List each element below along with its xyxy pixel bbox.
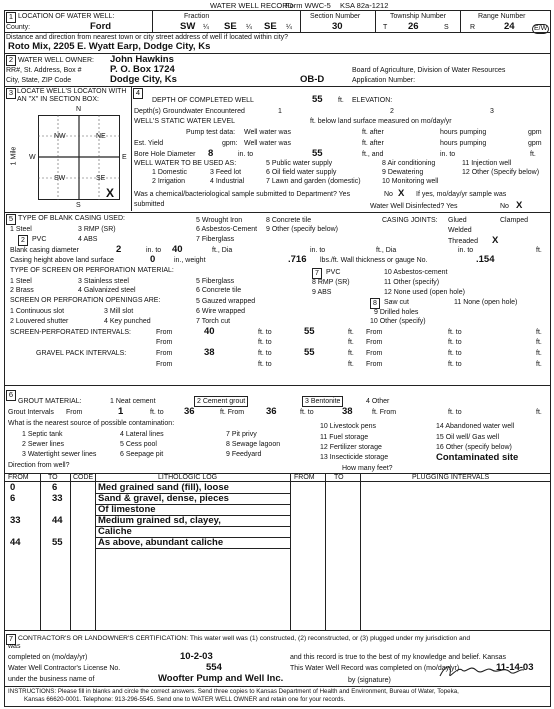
pump-test-label: Pump test data: [186, 129, 236, 136]
contam-item: 5 Cess pool [120, 441, 157, 448]
bore-in-to: in. to [238, 151, 254, 158]
contam-item: 9 Feedyard [226, 451, 262, 458]
depth-value: 55 [312, 94, 323, 105]
casing-item: 1 Steel [10, 226, 32, 233]
blank-in-to-3: in. to [458, 247, 474, 254]
grout-ft-to-1: ft. to [150, 409, 164, 416]
use-item: 1 Domestic [152, 169, 188, 176]
spi-from-3: From [156, 339, 173, 346]
spi-ft-to-1: ft. to [258, 329, 272, 336]
contam-item: 14 Abandoned water well [436, 423, 515, 430]
disinfected-no-mark: X [516, 200, 523, 211]
address-label: RR#, St. Address, Box # [6, 67, 82, 74]
business-label: under the business name of [8, 676, 95, 683]
grout-label: GROUT MATERIAL: [18, 398, 82, 405]
bore-label: Bore Hole Diameter [134, 151, 196, 158]
gp-ft-2: ft. [536, 350, 542, 357]
opening-item: 9 Drilled holes [374, 309, 419, 316]
owner-label: WATER WELL OWNER: [18, 57, 94, 64]
log-header: PLUGGING INTERVALS [412, 474, 490, 481]
casing-item: 8 Concrete tile [266, 217, 312, 224]
log-header: FROM [294, 474, 315, 481]
joint-clamped: Clamped [500, 217, 529, 224]
contam-item: 6 Seepage pit [120, 451, 164, 458]
instructions-2: Kansas 66620-0001. Telephone: 913-296-5545. Send one to WATER WELL OWNER and retain one for your records. [24, 696, 346, 703]
locate-label-1: LOCATE WELL'S LOCATON WITH [17, 88, 127, 95]
use-item: 2 Irrigation [152, 178, 186, 185]
ft-after-1: ft. after [362, 129, 384, 136]
contam-item: 13 Insecticide storage [320, 454, 389, 461]
owner-value: John Hawkins [110, 54, 174, 65]
blank-ft-3: ft. [536, 247, 542, 254]
screen-item: 5 Fiberglass [196, 278, 235, 285]
section-value: 30 [332, 21, 343, 32]
casing-item: 4 ABS [78, 236, 98, 243]
groundwater-label: Depth(s) Groundwater Encountered [134, 108, 245, 115]
groundwater-3: 3 [490, 108, 494, 115]
casing-pvc-circled: 2 [18, 235, 28, 246]
log-desc: Med grained sand (fill), loose [98, 482, 229, 493]
bore-to-value: 55 [312, 148, 323, 159]
gp-from-4: From [366, 361, 383, 368]
form-number: Form WWC-5 [285, 1, 331, 10]
record-date: 11-14-03 [496, 662, 534, 673]
spi-ft-3: ft. [348, 339, 354, 346]
spi-from-1: From [156, 329, 173, 336]
completed-date: 10-2-03 [180, 651, 213, 662]
distance-label: Distance and direction from nearest town or city street address of well if located within city? [6, 34, 289, 41]
blank-in-to-2: in. to [310, 247, 326, 254]
signature-label: by (signature) [348, 677, 391, 684]
chem-label: Was a chemical/bacteriological sample submitted to Department? Yes [134, 191, 351, 198]
contam-item: 11 Fuel storage [320, 434, 369, 441]
log-from: 44 [10, 537, 21, 548]
contam-item: 7 Pit privy [226, 431, 257, 438]
opening-item: 3 Mill slot [104, 308, 134, 315]
log-from: 33 [10, 515, 21, 526]
opening-item: 10 Other (specify) [370, 318, 426, 325]
cert-text: CONTRACTOR'S OR LANDOWNER'S CERTIFICATION: This water well was (1) constructed, (2) reconstructed, or (3) plugged under my jurisdiction and [18, 635, 471, 642]
township-value: 26 [408, 21, 419, 32]
opening-item: 5 Gauzed wrapped [196, 298, 256, 305]
joint-glued: Glued [448, 217, 467, 224]
grout-from-1: 1 [118, 406, 124, 417]
range-label: Range Number [478, 13, 526, 20]
joint-welded: Welded [448, 227, 472, 234]
grout-ft-end: ft. [536, 409, 542, 416]
county-label: County: [6, 24, 31, 31]
grout-ft-from: ft. From [220, 409, 245, 416]
joints-label: CASING JOINTS: [382, 217, 438, 224]
use-item: 8 Air conditioning [382, 160, 436, 167]
spi-from-4: From [366, 339, 383, 346]
contam-item: 1 Septic tank [22, 431, 63, 438]
office-code: OB-D [300, 74, 325, 85]
log-from: 6 [10, 493, 16, 504]
submitted-label: submitted [134, 201, 165, 208]
disinfected-label: Water Well Disinfected? Yes [370, 203, 458, 210]
fraction-1: SW [180, 21, 196, 32]
grout-bentonite-circled: 3 Bentonite [302, 396, 343, 407]
casing-item: 9 Other (specify below) [266, 226, 338, 233]
gp-to-value: 55 [304, 347, 315, 358]
disinfected-no-label: No [500, 203, 509, 210]
use-item: 3 Feed lot [210, 169, 242, 176]
log-desc: As above, abundant caliche [98, 537, 224, 548]
quarter-2: ¼ [246, 24, 252, 31]
opening-item: 2 Louvered shutter [10, 318, 69, 325]
blank-to-value: 40 [172, 244, 183, 255]
bore-ft-2: ft. [530, 151, 536, 158]
contam-label: What is the nearest source of possible contamination: [8, 420, 175, 427]
business-value: Woofter Pump and Well Inc. [158, 673, 284, 684]
fraction-2: SE [224, 21, 237, 32]
elevation-label: ELEVATION: [352, 97, 393, 104]
log-to: 44 [52, 515, 63, 526]
township-prefix: T [383, 24, 388, 31]
screen-item: 6 Concrete tile [196, 287, 242, 294]
fraction-label: Fraction [184, 13, 210, 20]
screen-item: 12 None used (open hole) [384, 289, 465, 296]
screen-item: 11 Other (specify) [384, 279, 440, 286]
depth-ft: ft. [338, 97, 344, 104]
how-many-feet: How many feet? [342, 465, 393, 472]
grout-intervals-label: Grout Intervals [8, 409, 54, 416]
opening-item: 7 Torch cut [196, 318, 231, 325]
bore-in-to-2: in. to [440, 151, 456, 158]
well-water-was-2: Well water was [244, 140, 291, 147]
log-desc: Sand & gravel, dense, pieces [98, 493, 229, 504]
grout-ft-to-2: ft. to [300, 409, 314, 416]
spi-ft-1: ft. [348, 329, 354, 336]
quarter-1: ¼ [203, 24, 209, 31]
log-header: CODE [73, 474, 94, 481]
cert-was: was [8, 643, 21, 650]
opening-item: Saw cut [384, 299, 409, 306]
contam-item: 4 Lateral lines [120, 431, 164, 438]
use-label: WELL WATER TO BE USED AS: [134, 160, 237, 167]
weight-lbs: lbs./ft. Wall thickness or gauge No. [320, 257, 428, 264]
screen-item: 10 Asbestos-cement [384, 269, 448, 276]
log-desc: Caliche [98, 526, 132, 537]
log-to: 33 [52, 493, 63, 504]
spi-from-2: From [366, 329, 383, 336]
use-item: 4 Industrial [210, 178, 245, 185]
gp-from-2: From [366, 350, 383, 357]
chem-no-label: No [384, 191, 393, 198]
quarter-3: ¼ [286, 24, 292, 31]
blank-ft-dia-2: ft., Dia [376, 247, 397, 254]
quadrant-nw: NW [54, 133, 66, 140]
blank-dia-label: Blank casing diameter [10, 247, 79, 254]
opening-item: 1 Continuous slot [10, 308, 65, 315]
township-label: Township Number [390, 13, 447, 20]
gauge-value: .154 [476, 254, 495, 265]
groundwater-1: 1 [278, 108, 282, 115]
casing-item: 3 RMP (SR) [78, 226, 116, 233]
form-title: WATER WELL RECORD [210, 1, 294, 10]
use-item: 7 Lawn and garden (domestic) [266, 178, 361, 185]
gpm-1: gpm [528, 129, 542, 136]
spi-ft-to-3: ft. to [258, 339, 272, 346]
log-to: 55 [52, 537, 63, 548]
weight-value: .716 [288, 254, 307, 265]
section-number-label: Section Number [310, 13, 361, 20]
opening-item: 11 None (open hole) [454, 299, 518, 306]
gp-ft-to-2: ft. to [448, 350, 462, 357]
bore-value: 8 [208, 148, 214, 159]
log-header: TO [334, 474, 344, 481]
gp-ft-to-4: ft. to [448, 361, 462, 368]
section-number: 2 [6, 55, 16, 66]
compass-n: N [76, 106, 82, 113]
quadrant-ne: NE [96, 133, 106, 140]
section-number: 7 [6, 634, 16, 645]
quadrant-sw: SW [54, 175, 66, 182]
use-item: 11 Injection well [462, 160, 512, 167]
gravel-pack-label: GRAVEL PACK INTERVALS: [36, 350, 127, 357]
spi-label: SCREEN-PERFORATED INTERVALS: [10, 329, 131, 336]
log-header: LITHOLOGIC LOG [158, 474, 218, 481]
locate-label-2: AN "X" IN SECTION BOX: [17, 96, 99, 103]
well-location-mark: X [106, 186, 115, 200]
instructions-1: INSTRUCTIONS: Please fill in blanks and circle the correct answers. Send three copies to Kansas Department of Health and Environment, Bureau of Water, Topeka, [8, 688, 459, 695]
gpm-2: gpm [528, 140, 542, 147]
height-value: 0 [150, 254, 156, 265]
height-in-weight: in., weight [174, 257, 206, 264]
spi-ft-to-2: ft. to [448, 329, 462, 336]
log-header: FROM [8, 474, 29, 481]
board-label: Board of Agriculture, Division of Water Resources [352, 67, 506, 74]
compass-w: W [29, 154, 36, 161]
grout-from-2: 36 [266, 406, 277, 417]
county-value: Ford [90, 21, 112, 32]
blank-casing-label: TYPE OF BLANK CASING USED: [18, 215, 125, 222]
gp-from-1: From [156, 350, 173, 357]
grout-ft-to-3: ft. to [448, 409, 462, 416]
use-item: 9 Dewatering [382, 169, 424, 176]
spi-ft-4: ft. [536, 339, 542, 346]
screen-type-label: TYPE OF SCREEN OR PERFORATION MATERIAL: [10, 267, 174, 274]
log-header: TO [48, 474, 58, 481]
static-level-label: WELL'S STATIC WATER LEVEL [134, 118, 236, 125]
contam-item: 10 Livestock pens [320, 423, 377, 430]
grout-other: 4 Other [366, 398, 390, 405]
mile-label: 1 Mile [10, 146, 18, 166]
log-to: 6 [52, 482, 58, 493]
screen-pvc-circled: 7 [312, 268, 322, 279]
direction-label: Direction from well? [8, 462, 70, 469]
section-number: 3 [6, 88, 16, 99]
record-true: and this record is true to the best of my knowledge and belief. Kansas [290, 654, 506, 661]
contam-item: 3 Watertight sewer lines [22, 451, 97, 458]
est-yield-gpm: gpm: [222, 140, 238, 147]
screen-item: 9 ABS [312, 289, 332, 296]
bore-ft-and: ft., and [362, 151, 384, 158]
blank-ft-dia: ft., Dia [212, 247, 233, 254]
chem-rest: If yes, mo/day/yr sample was [416, 191, 507, 198]
grout-ft-from-2: ft. From [372, 409, 397, 416]
license-value: 554 [206, 662, 222, 673]
grout-neat: 1 Neat cement [110, 398, 156, 405]
section-number: 1 [6, 12, 16, 23]
contam-item: 15 Oil well/ Gas well [436, 434, 500, 441]
use-item: 6 Oil field water supply [266, 169, 337, 176]
gp-from-value: 38 [204, 347, 215, 358]
casing-item: 7 Fiberglass [196, 236, 235, 243]
height-label: Casing height above land surface [10, 257, 114, 264]
gp-ft-to-3: ft. to [258, 361, 272, 368]
contam-item: 12 Fertilizer storage [320, 444, 382, 451]
screen-item: 1 Steel [10, 278, 32, 285]
section-number: 6 [6, 390, 16, 401]
section-number: 4 [133, 88, 143, 99]
blank-in-to: in. to [146, 247, 162, 254]
compass-e: E [122, 154, 127, 161]
est-yield-label: Est. Yield [134, 140, 164, 147]
opening-item: 4 Key punched [104, 318, 151, 325]
screen-item: 2 Brass [10, 287, 34, 294]
location-label: LOCATION OF WATER WELL: [18, 13, 115, 20]
distance-value: Roto Mix, 2205 E. Wyatt Earp, Dodge City, Ks [8, 41, 211, 52]
contam-value: Contaminated site [436, 452, 519, 463]
casing-item: 5 Wrought Iron [196, 217, 243, 224]
use-item: 12 Other (Specify below) [462, 169, 540, 176]
casing-item: PVC [32, 236, 47, 243]
openings-label: SCREEN OR PERFORATION OPENINGS ARE: [10, 297, 161, 304]
application-label: Application Number: [352, 77, 416, 84]
range-dir: E/W [534, 25, 548, 32]
grout-to-1: 36 [184, 406, 195, 417]
screen-item: 4 Galvanized steel [78, 287, 136, 294]
signature-scribble [436, 660, 526, 682]
joint-threaded: Threaded [448, 238, 478, 245]
use-item: 10 Monitoring well [382, 178, 439, 185]
joint-threaded-mark: X [492, 235, 499, 246]
ksa-number: KSA 82a-1212 [340, 1, 389, 10]
contam-item: 8 Sewage lagoon [226, 441, 281, 448]
record-completed-label: This Water Well Record was completed on (mo/day/yr) [290, 665, 460, 672]
use-item: 5 Public water supply [266, 160, 333, 167]
contam-item: 16 Other (specify below) [436, 444, 512, 451]
grout-to-2: 38 [342, 406, 353, 417]
grout-from: From [66, 409, 83, 416]
static-level-rest: ft. below land surface measured on mo/day/yr [310, 118, 452, 125]
fraction-3: SE [264, 21, 277, 32]
spi-to-value: 55 [304, 326, 315, 337]
casing-item: 6 Asbestos-Cement [196, 226, 258, 233]
spi-ft-to-4: ft. to [448, 339, 462, 346]
sawcut-circled: 8 [370, 298, 380, 309]
gp-ft-4: ft. [536, 361, 542, 368]
ft-after-2: ft. after [362, 140, 384, 147]
spi-ft-2: ft. [536, 329, 542, 336]
range-value: 24 [504, 21, 515, 32]
screen-item: 8 RMP (SR) [312, 279, 350, 286]
gp-ft-1: ft. [348, 350, 354, 357]
well-water-was-1: Well water was [244, 129, 291, 136]
township-dir: S [444, 24, 449, 31]
gp-ft-to-1: ft. to [258, 350, 272, 357]
section-number: 5 [6, 214, 16, 225]
license-label: Water Well Contractor's License No. [8, 665, 121, 672]
address-value: P. O. Box 1724 [110, 64, 175, 75]
screen-item: 3 Stainless steel [78, 278, 129, 285]
gp-ft-3: ft. [348, 361, 354, 368]
range-prefix: R [470, 24, 476, 31]
chem-no-mark: X [398, 188, 405, 199]
log-desc: Medium grained sd, clayey, [98, 515, 221, 526]
completed-label: completed on (mo/day/yr) [8, 654, 88, 661]
hours-pumping-1: hours pumping [440, 129, 487, 136]
grout-cement-circled: 2 Cement grout [194, 396, 248, 407]
quadrant-se: SE [96, 175, 106, 182]
city-label: City, State, ZIP Code [6, 77, 72, 84]
hours-pumping-2: hours pumping [440, 140, 487, 147]
contam-item: 2 Sewer lines [22, 441, 65, 448]
city-value: Dodge City, Ks [110, 74, 177, 85]
screen-item: PVC [326, 269, 341, 276]
depth-label: DEPTH OF COMPLETED WELL [152, 97, 254, 104]
compass-s: S [76, 202, 81, 209]
gp-from-3: From [156, 361, 173, 368]
spi-from-value: 40 [204, 326, 215, 337]
groundwater-2: 2 [390, 108, 394, 115]
log-desc: Of limestone [98, 504, 156, 515]
opening-item: 6 Wire wrapped [196, 308, 246, 315]
blank-dia-value: 2 [116, 244, 122, 255]
log-from: 0 [10, 482, 16, 493]
